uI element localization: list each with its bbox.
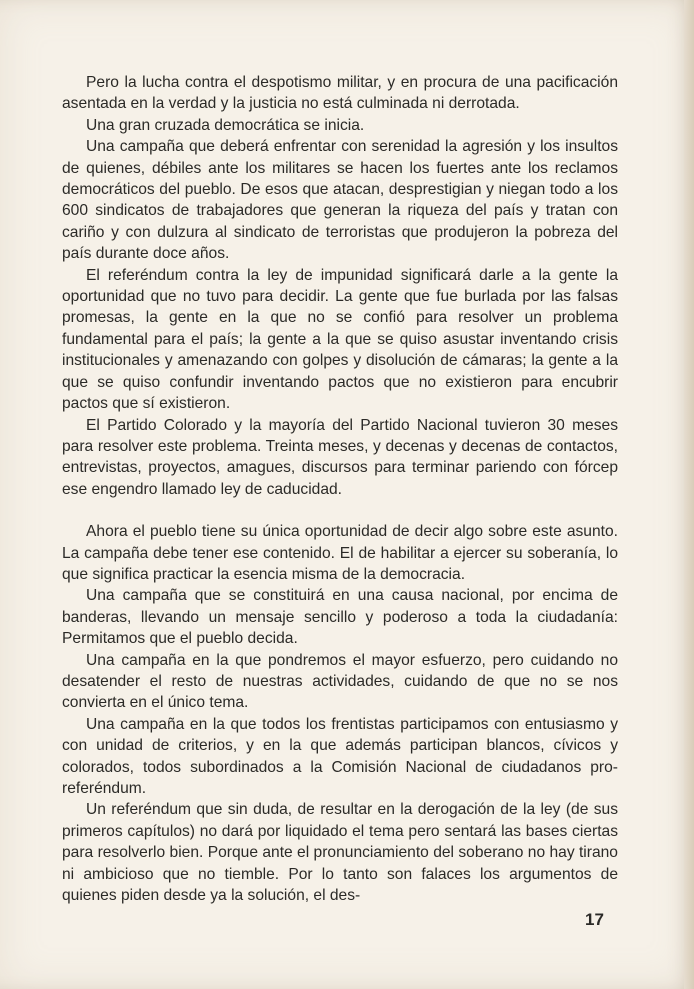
body-text [62, 72, 618, 906]
paragraph-9: Una campaña en la que todos los frentistas participamos con entusiasmo y con unidad de criterios, y en la que además participan blancos, cívicos y colorados, todos subordinados a la Comisión Nacional de ciudadanos pro-referéndum. [62, 715, 618, 797]
paragraph-7: Una campaña que se constituirá en una causa nacional, por encima de banderas, llevando un mensaje sencillo y poderoso a toda la ciudadanía: Permitamos que el pueblo decida. [62, 587, 618, 648]
paragraph-1: Pero la lucha contra el despotismo militar, y en procura de una pacificación asentada en la verdad y la justicia no está culminada ni derrotada. [62, 74, 618, 113]
page-edge [684, 0, 694, 989]
paragraph-2: Una gran cruzada democrática se inicia. [86, 116, 365, 134]
paragraph-6: Ahora el pueblo tiene su única oportunidad de decir algo sobre este asunto. La campaña debe tener ese contenido. El de habilitar a ejercer su soberanía, lo que significa practicar la esencia misma de la democracia. [62, 523, 618, 583]
page-number: 17 [585, 910, 604, 929]
paragraph-10: Un referéndum que sin duda, de resultar en la derogación de la ley (de sus primeros capítulos) no dará por liquidado el tema pero sentará las bases ciertas para resolverlo bien. Porque ante el pronunciamiento del soberano no hay tirano ni ambicioso que no tiemble. Por lo tanto son falaces los argumentos de quienes piden desde ya la solución, el des- [62, 801, 618, 905]
paragraph-5: El Partido Colorado y la mayoría del Partido Nacional tuvieron 30 meses para resolver este problema. Treinta meses, y decenas y decenas de contactos, entrevistas, proyectos, amagues, discursos para terminar pariendo con fórcep ese engendro llamado ley de caducidad. [62, 416, 618, 498]
paragraph-8: Una campaña en la que pondremos el mayor esfuerzo, pero cuidando no desatender el resto de nuestras actividades, cuidando de que no se nos convierta en el único tema. [62, 651, 618, 712]
paragraph-3: Una campaña que deberá enfrentar con serenidad la agresión y los insultos de quienes, débiles ante los militares se hacen los fuertes ante los reclamos democráticos del pueblo. De esos que atacan, desprestigian y niegan todo a los 600 sindicatos de trabajadores que generan la riqueza del país y tratan con cariño y con dulzura al sindicato de terroristas que produjeron la pobreza del país durante doce años. [62, 138, 618, 263]
paragraph-4: El referéndum contra la ley de impunidad significará darle a la gente la oportunidad que no tuvo para decidir. La gente que fue burlada por las falsas promesas, la gente en la que no se confió para resolver un problema fundamental para el país; la gente a la que se quiso asustar inventando crisis institucionales y amenazando con golpes y disolución de cámaras; la gente a la que se quiso confundir inventando pactos que no existieron para encubrir pactos que sí existieron. [62, 266, 618, 413]
